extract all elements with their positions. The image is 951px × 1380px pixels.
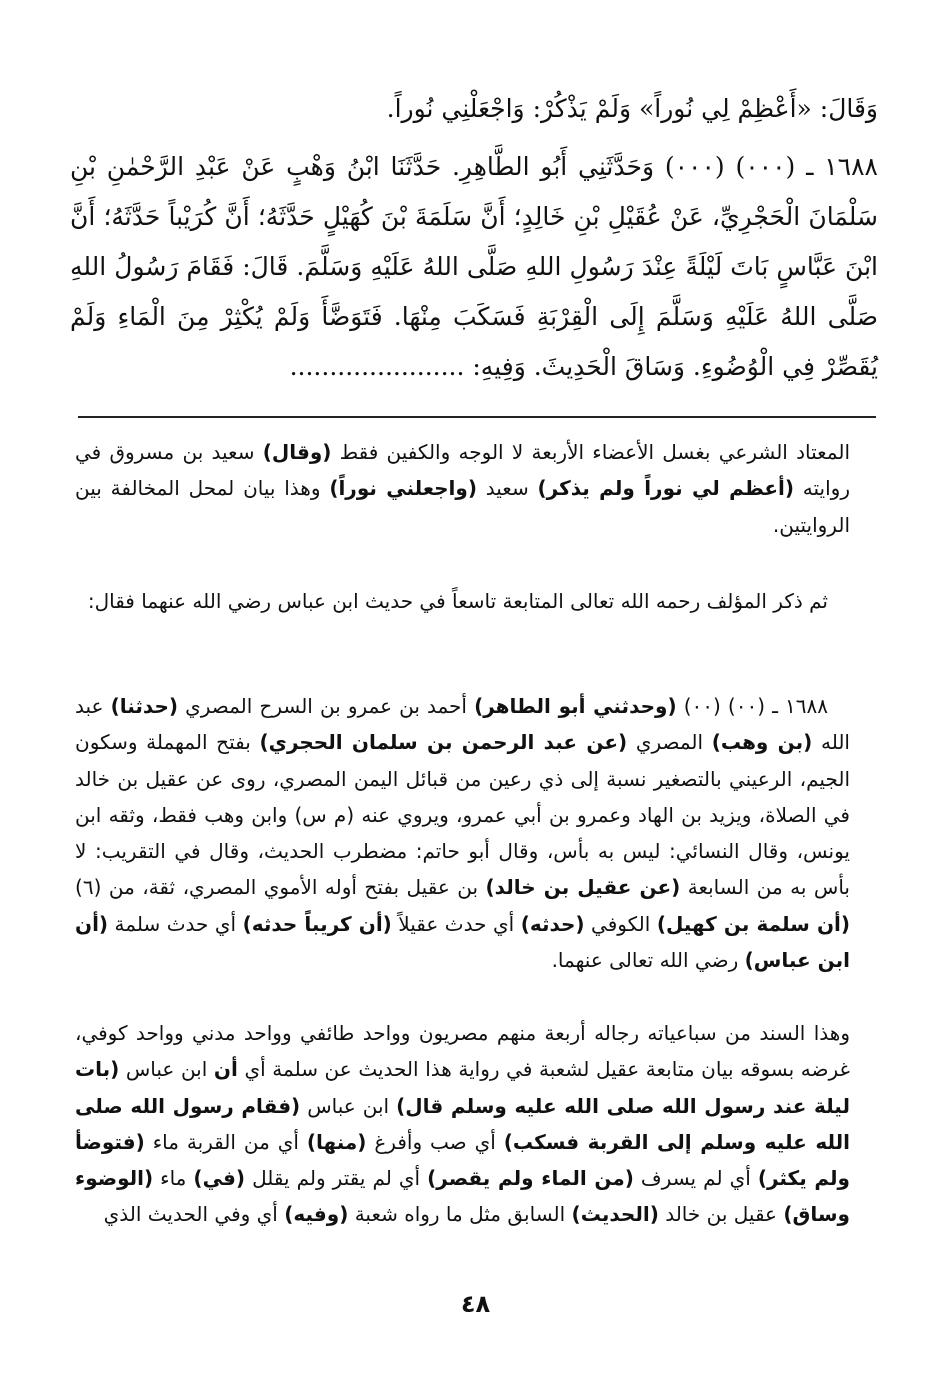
- bold-quote-text: (من الماء ولم يقصر): [427, 1166, 634, 1191]
- commentary-text: سعيد: [476, 476, 538, 501]
- bold-quote-text: (الحديث): [571, 1202, 659, 1227]
- bold-quote-text: (عن عبد الرحمن بن سلمان الحجري): [259, 730, 628, 755]
- commentary-text: ابن عباس: [119, 1057, 214, 1082]
- commentary-paragraph-1: [75, 434, 850, 543]
- bold-quote-text: (أعظم لي نوراً ولم يذكر): [537, 476, 794, 501]
- commentary-paragraph-4: [75, 1015, 850, 1233]
- bold-quote-text: (أن كريباً حدثه): [242, 911, 392, 936]
- bold-quote-text: (واجعلني نوراً): [329, 476, 477, 501]
- bold-quote-text: (بات ليلة عند رسول الله صلى الله عليه وسلم قال): [75, 1057, 850, 1118]
- commentary-text: أحمد بن عمرو بن السرح المصري: [178, 694, 475, 718]
- commentary-paragraph-3: [75, 688, 850, 978]
- bold-quote-text: (حدثه): [520, 911, 585, 936]
- bold-quote-text: (أن ابن عباس): [75, 911, 850, 973]
- bold-quote-text: (بن وهب): [711, 730, 813, 755]
- commentary-text: ابن عباس: [300, 1093, 397, 1118]
- commentary-text: أي صب وأفرغ: [366, 1129, 504, 1154]
- bold-quote-text: (أن سلمة بن كهيل): [656, 911, 851, 936]
- commentary-text: الكوفي: [584, 911, 657, 936]
- bold-quote-text: (وقال): [262, 440, 332, 464]
- bold-quote-text: (في): [193, 1166, 246, 1191]
- commentary-text: أي حدث عقيلاً: [391, 911, 521, 936]
- bold-quote-text: (حدثنا): [110, 694, 178, 718]
- commentary-text: بن عقيل بفتح أوله الأموي المصري، ثقة، من (٦): [75, 875, 486, 900]
- commentary-text: رضي الله تعالى عنهما.: [551, 948, 745, 973]
- commentary-text: عبد الله: [75, 694, 850, 755]
- commentary-text: ١٦٨٨ ـ (٠٠) (٠٠): [676, 694, 828, 718]
- commentary-text: السابق مثل ما رواه شعبة: [348, 1202, 572, 1227]
- hadith-main-paragraph: ١٦٨٨ ـ (٠٠٠) (٠٠٠) وَحَدَّثَنِي أَبُو الطَّاهِرِ. حَدَّثَنَا ابْنُ وَهْبٍ عَنْ عَبْدِ الرَّحْمٰنِ بْنِ سَلْمَانَ الْحَجْرِيِّ، عَنْ عُقَيْلِ بْنِ خَالِدٍ؛ أَنَّ سَلَمَةَ بْنَ كُهَيْلٍ حَدَّثَهُ؛ أَنَّ كُرَيْباً حَدَّثَهُ؛ أَنَّ ابْنَ عَبَّاسٍ بَاتَ لَيْلَةً عِنْدَ رَسُولِ اللهِ صَلَّى اللهُ عَلَيْهِ وَسَلَّمَ. قَالَ: فَقَامَ رَسُولُ اللهِ صَلَّى اللهُ عَلَيْهِ وَسَلَّمَ إِلَى الْقِرْبَةِ فَسَكَبَ مِنْهَا. فَتَوَضَّأَ وَلَمْ يُكْثِرْ مِنَ الْمَاءِ وَلَمْ يُقَصِّرْ فِي الْوُضُوءِ. وَسَاقَ الْحَدِيثَ. وَفِيهِ: ......................: [70, 152, 878, 381]
- bold-quote-text: (فتوضأ ولم يكثر): [75, 1129, 850, 1191]
- footnote-divider: [78, 416, 876, 418]
- bold-quote-text: (منها): [306, 1129, 367, 1154]
- bold-quote-text: أن: [213, 1057, 238, 1082]
- commentary-text: أي من القربة ماء: [144, 1129, 307, 1154]
- hadith-intro-line: وَقَالَ: «أَعْظِمْ لِي نُوراً» وَلَمْ يَذْكُرْ: وَاجْعَلْنِي نُوراً.: [386, 94, 878, 123]
- page-number: ٤٨: [460, 1290, 491, 1318]
- commentary-text: وهذا بيان لمحل المخالفة بين الروايتين.: [75, 476, 850, 537]
- commentary-text: ماء: [153, 1166, 194, 1191]
- commentary-text: أي لم يسرف: [633, 1166, 758, 1191]
- commentary-text: المعتاد الشرعي بغسل الأعضاء الأربعة لا الوجه والكفين فقط: [331, 440, 850, 464]
- bold-quote-text: (فقام رسول الله صلى الله عليه وسلم إلى القربة فسكب): [75, 1093, 850, 1154]
- bold-quote-text: (الوضوء وساق): [75, 1166, 850, 1227]
- commentary-text: أي لم يقتر ولم يقلل: [245, 1166, 428, 1191]
- commentary-text: عقيل بن خالد: [658, 1202, 784, 1227]
- commentary-text: سعيد بن مسروق في روايته: [75, 440, 850, 501]
- bold-quote-text: (وحدثني أبو الطاهر): [474, 694, 677, 718]
- commentary-text: المصري: [627, 730, 712, 755]
- bold-quote-text: (عن عقيل بن خالد): [485, 875, 681, 900]
- commentary-text: بفتح المهملة وسكون الجيم، الرعيني بالتصغير نسبة إلى ذي رعين من قبائل اليمن المصري، روى عن عقيل بن خالد في الصلاة، ويزيد بن الهاد وعمرو بن أبي عمرو، ويروي عنه (م س) وابن وهب فقط، وثقه ابن يونس، وقال النسائي: ليس به بأس، وقال أبو حاتم: مضطرب الحديث، وقال في التقريب: لا بأس به من السابعة: [75, 730, 850, 900]
- commentary-text: أي حدث سلمة: [108, 911, 243, 936]
- commentary-paragraph-2: ثم ذكر المؤلف رحمه الله تعالى المتابعة تاسعاً في حديث ابن عباس رضي الله عنهما فقال:: [87, 589, 828, 613]
- bold-quote-text: (وفيه): [284, 1202, 349, 1227]
- commentary-text: أي وفي الحديث الذي: [103, 1202, 285, 1227]
- commentary-text: وهذا السند من سباعياته رجاله أربعة منهم مصريون وواحد طائفي وواحد مدني وواحد كوفي، غرضه بسوقه بيان متابعة عقيل لشعبة في رواية هذا الحديث عن سلمة أي: [75, 1021, 850, 1082]
